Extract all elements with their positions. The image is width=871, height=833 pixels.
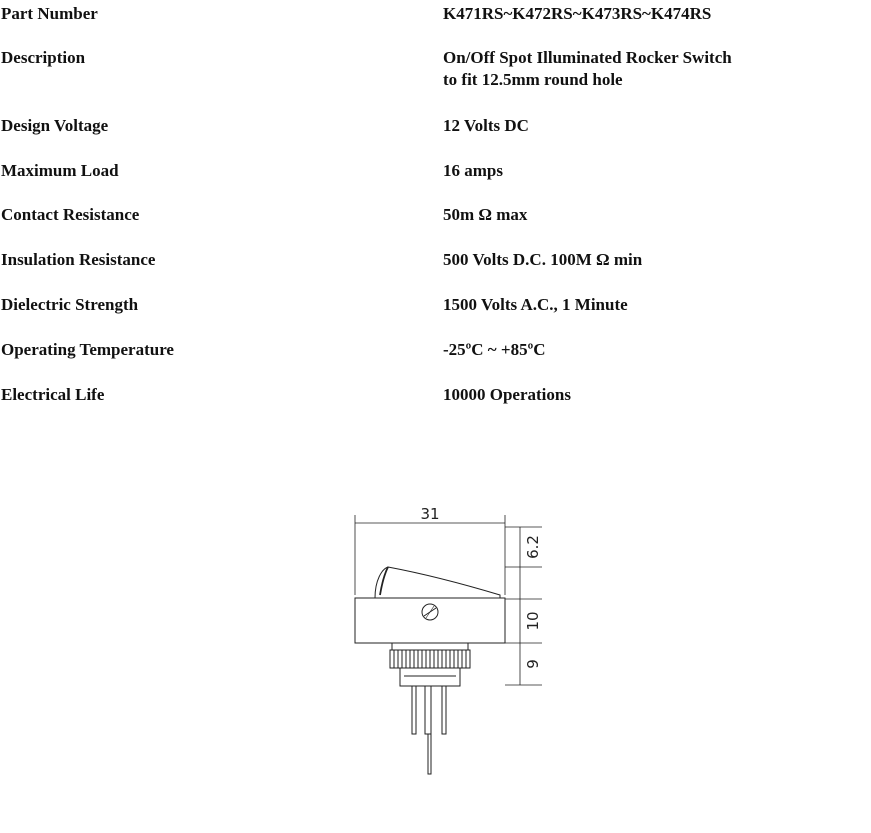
indicator-lamp <box>422 604 438 620</box>
spec-value-line: 10000 Operations <box>443 385 571 404</box>
spec-label: Insulation Resistance <box>1 250 156 269</box>
spec-value-line: 50m Ω max <box>443 205 528 224</box>
spec-label: Contact Resistance <box>1 205 140 224</box>
spec-label: Maximum Load <box>1 161 119 180</box>
nut-collar <box>392 643 468 650</box>
spec-value <box>443 249 642 271</box>
spec-label: Dielectric Strength <box>1 295 139 314</box>
rocker-height-label: 6.2 <box>524 535 542 559</box>
terminals <box>412 686 446 774</box>
body-height-label: 10 <box>524 611 542 631</box>
switch-dimension-drawing <box>330 495 570 785</box>
spec-label: Design Voltage <box>1 116 109 135</box>
spec-value <box>443 294 628 316</box>
switch-drawing-svg <box>330 495 570 785</box>
spec-value <box>443 115 529 137</box>
spec-value <box>443 160 503 182</box>
spec-label: Description <box>1 48 86 67</box>
spec-value <box>443 47 732 91</box>
rocker-actuator <box>375 567 500 598</box>
spec-value <box>443 339 545 361</box>
spec-value <box>443 204 527 226</box>
spec-value-line: -25ºC ~ +85ºC <box>443 340 546 359</box>
spec-value-line: to fit 12.5mm round hole <box>443 70 623 89</box>
spec-value-line: 500 Volts D.C. 100M Ω min <box>443 250 643 269</box>
spec-value <box>443 3 711 25</box>
spec-value-line: 1500 Volts A.C., 1 Minute <box>443 295 628 314</box>
switch-base <box>400 668 460 686</box>
spec-value <box>443 384 571 406</box>
threaded-nut <box>390 650 470 668</box>
base-height-label: 9 <box>524 659 542 669</box>
spec-value-line: 16 amps <box>443 161 503 180</box>
spec-value-line: 12 Volts DC <box>443 116 529 135</box>
spec-value-line: K471RS~K472RS~K473RS~K474RS <box>443 4 712 23</box>
spec-label: Operating Temperature <box>1 340 174 359</box>
width-dimension-label: 31 <box>420 505 440 523</box>
spec-value-line: On/Off Spot Illuminated Rocker Switch <box>443 48 732 67</box>
spec-label: Electrical Life <box>1 385 105 404</box>
spec-label: Part Number <box>1 4 98 23</box>
height-dimensions <box>505 527 542 685</box>
